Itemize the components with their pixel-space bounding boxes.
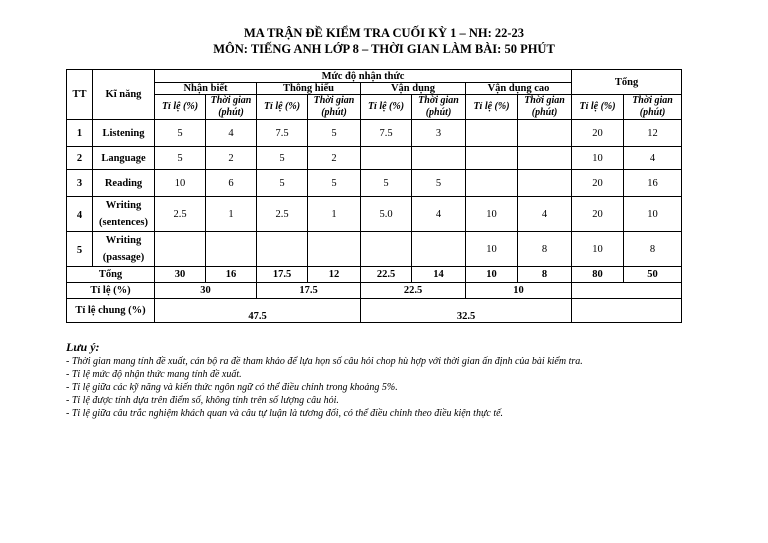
table-cell: 20 (572, 197, 624, 232)
table-cell: 3 (412, 120, 466, 147)
table-cell: 5 (257, 170, 308, 197)
table-cell: 5 (257, 147, 308, 170)
total-cell: 16 (206, 267, 257, 283)
rate-cell: 22.5 (361, 283, 466, 299)
general-rate-label: Tỉ lệ chung (%) (67, 299, 155, 323)
table-cell: 20 (572, 120, 624, 147)
table-cell: 7.5 (257, 120, 308, 147)
header-time: Thời gian (phút) (412, 95, 466, 120)
header-time: Thời gian (phút) (206, 95, 257, 120)
table-cell (412, 147, 466, 170)
note-item: - Tỉ lệ giữa các kỹ năng và kiến thức ngôn ngữ có thể điều chỉnh trong khoảng 5%. (66, 382, 398, 393)
row-skill-name: Writing (105, 200, 142, 211)
rate-row (67, 283, 682, 299)
table-cell: 8 (518, 232, 572, 267)
row-skill: Reading (93, 170, 155, 197)
header-time: Thời gian (phút) (624, 95, 682, 120)
general-rate-cell-empty (572, 299, 682, 323)
table-cell: 7.5 (361, 120, 412, 147)
header-row-1 (67, 70, 682, 83)
table-cell: 5.0 (361, 197, 412, 232)
row-skill-name: Writing (105, 235, 142, 246)
table-cell: 2.5 (155, 197, 206, 232)
total-cell: 10 (466, 267, 518, 283)
header-rate: Tỉ lệ (%) (361, 95, 412, 120)
notes-section (66, 340, 756, 420)
general-rate-cell: 47.5 (155, 299, 361, 323)
row-number: 4 (67, 197, 93, 232)
total-cell: 14 (412, 267, 466, 283)
table-cell (518, 120, 572, 147)
table-cell (308, 232, 361, 267)
note-item: - Tỉ lệ mức độ nhận thức mang tính đề xuất. (66, 369, 242, 380)
note-item: - Thời gian mang tính đề xuất, cán bộ ra đề tham khảo để lựa họn số câu hỏi chop hù hợp với thời gian ấn định của bài kiểm tra. (66, 356, 583, 367)
header-cognitive-level: Mức độ nhận thức (155, 70, 572, 83)
header-level-recognition: Nhận biết (155, 83, 257, 95)
table-cell: 20 (572, 170, 624, 197)
table-cell: 10 (572, 232, 624, 267)
note-item: - Tỉ lệ được tính dựa trên điểm số, không tính trên số lượng câu hỏi. (66, 395, 339, 406)
table-cell: 5 (361, 170, 412, 197)
table-cell: 10 (466, 197, 518, 232)
table-cell: 4 (412, 197, 466, 232)
table-cell (361, 147, 412, 170)
table-cell: 10 (624, 197, 682, 232)
total-cell: 8 (518, 267, 572, 283)
table-cell (518, 170, 572, 197)
table-cell (206, 232, 257, 267)
row-skill (93, 232, 155, 267)
table-cell: 5 (155, 120, 206, 147)
table-cell: 5 (308, 120, 361, 147)
rate-label: Tỉ lệ (%) (67, 283, 155, 299)
table-cell: 5 (155, 147, 206, 170)
row-number: 2 (67, 147, 93, 170)
table-cell: 1 (308, 197, 361, 232)
table-cell: 8 (624, 232, 682, 267)
rate-cell: 30 (155, 283, 257, 299)
table-cell: 6 (206, 170, 257, 197)
header-total: Tổng (572, 70, 682, 95)
total-row (67, 267, 682, 283)
notes-heading: Lưu ý: (66, 340, 100, 354)
table-row (67, 232, 682, 267)
table-cell: 1 (206, 197, 257, 232)
header-tt: TT (67, 70, 93, 120)
table-cell: 4 (624, 147, 682, 170)
table-row (67, 197, 682, 232)
header-rate: Tỉ lệ (%) (257, 95, 308, 120)
assessment-matrix-table (66, 69, 682, 323)
table-cell: 5 (308, 170, 361, 197)
general-rate-cell: 32.5 (361, 299, 572, 323)
row-number: 1 (67, 120, 93, 147)
header-rate: Tỉ lệ (%) (572, 95, 624, 120)
row-skill-detail: (sentences) (99, 217, 148, 228)
row-number: 3 (67, 170, 93, 197)
table-cell: 10 (572, 147, 624, 170)
table-cell: 4 (206, 120, 257, 147)
row-skill-detail: (passage) (102, 252, 145, 263)
note-item: - Tỉ lệ giữa câu trắc nghiệm khách quan và câu tự luận là tương đối, có thể điều chỉnh theo điều kiện thực tế. (66, 408, 504, 419)
rate-cell-empty (572, 283, 682, 299)
table-cell (466, 170, 518, 197)
table-cell: 10 (466, 232, 518, 267)
table-row (67, 120, 682, 147)
table-cell: 12 (624, 120, 682, 147)
table-cell (412, 232, 466, 267)
total-cell: 50 (624, 267, 682, 283)
header-rate: Tỉ lệ (%) (466, 95, 518, 120)
rate-cell: 17.5 (257, 283, 361, 299)
row-skill: Listening (93, 120, 155, 147)
document-title: MA TRẬN ĐỀ KIỂM TRA CUỐI KỲ 1 – NH: 22-23 (243, 26, 525, 40)
header-rate: Tỉ lệ (%) (155, 95, 206, 120)
total-cell: 12 (308, 267, 361, 283)
table-cell: 2 (308, 147, 361, 170)
total-label: Tổng (67, 267, 155, 283)
table-cell (361, 232, 412, 267)
header-skill: Kĩ năng (93, 70, 155, 120)
total-cell: 80 (572, 267, 624, 283)
total-cell: 17.5 (257, 267, 308, 283)
header-level-application: Vận dụng (361, 83, 466, 95)
table-cell: 16 (624, 170, 682, 197)
table-cell: 2.5 (257, 197, 308, 232)
total-cell: 30 (155, 267, 206, 283)
document-subtitle: MÔN: TIẾNG ANH LỚP 8 – THỜI GIAN LÀM BÀI: 50 PHÚT (213, 42, 555, 56)
header-level-high-application: Vận dụng cao (466, 83, 572, 95)
row-skill: Language (93, 147, 155, 170)
row-skill (93, 197, 155, 232)
header-level-comprehension: Thông hiểu (257, 83, 361, 95)
table-cell: 10 (155, 170, 206, 197)
general-rate-row (67, 299, 682, 323)
row-number: 5 (67, 232, 93, 267)
table-cell: 5 (412, 170, 466, 197)
table-cell: 4 (518, 197, 572, 232)
rate-cell: 10 (466, 283, 572, 299)
table-cell (466, 120, 518, 147)
table-cell (257, 232, 308, 267)
total-cell: 22.5 (361, 267, 412, 283)
table-cell: 2 (206, 147, 257, 170)
table-cell (518, 147, 572, 170)
table-cell (155, 232, 206, 267)
table-row (67, 147, 682, 170)
table-row (67, 170, 682, 197)
header-row-3 (67, 95, 682, 120)
header-time: Thời gian (phút) (518, 95, 572, 120)
table-cell (466, 147, 518, 170)
header-time: Thời gian (phút) (308, 95, 361, 120)
